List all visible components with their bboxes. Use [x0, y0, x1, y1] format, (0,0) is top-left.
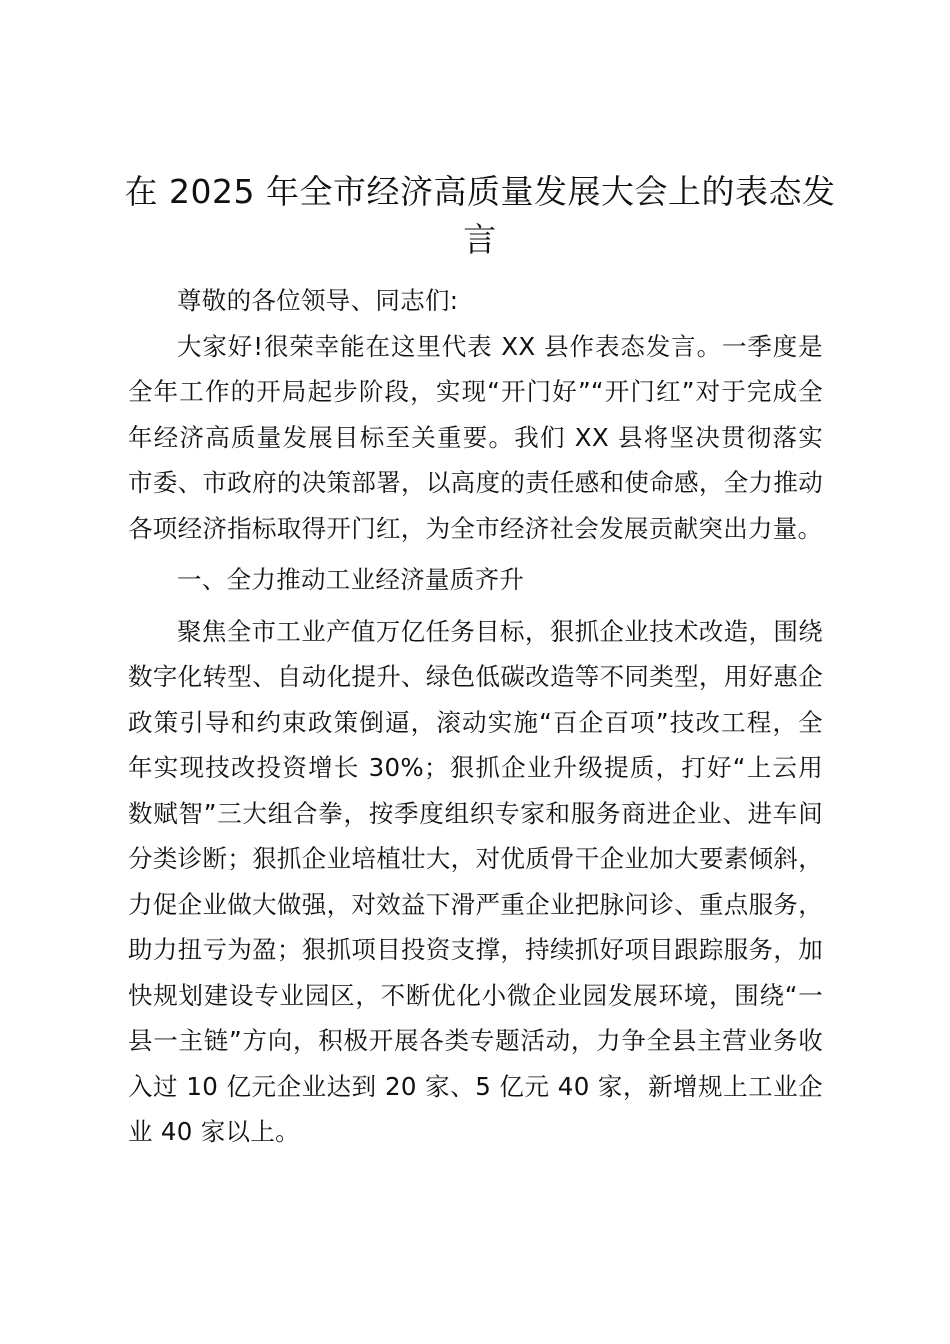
- document-title: 在 2025 年全市经济高质量发展大会上的表态发言: [124, 172, 836, 259]
- section-paragraph: 聚焦全市工业产值万亿任务目标，狠抓企业技术改造，围绕数字化转型、自动化提升、绿色低碳改造等不同类型，用好惠企政策引导和约束政策倒逼，滚动实施“百企百项”技改工程，全年实现技改投资增长 30%；狠抓企业升级提质，打好“上云用数赋智”三大组合拳，按季度组织专家和服务商进企业、进车间分类诊断；狠抓企业培植壮大，对优质骨干企业加大要素倾斜，力促企业做大做强，对效益下滑严重企业把脉问诊、重点服务，助力扭亏为盈；狠抓项目投资支撑，持续抓好项目跟踪服务，加快规划建设专业园区，不断优化小微企业园发展环境，围绕“一县一主链”方向，积极开展各类专题活动，力争全县主营业务收入过 10 亿元企业达到 20 家、5 亿元 40 家，新增规上工业企业 40 家以上。: [128, 616, 823, 1146]
- intro-paragraph: 大家好!很荣幸能在这里代表 XX 县作表态发言。一季度是全年工作的开局起步阶段，实现“开门好”“开门红”对于完成全年经济高质量发展目标至关重要。我们 XX 县将坚决贯彻落实市委、市政府的决策部署，以高度的责任感和使命感，全力推动各项经济指标取得开门红，为全市经济社会发展贡献突出力量。: [128, 331, 823, 543]
- section-heading: 一、全力推动工业经济量质齐升: [177, 565, 525, 594]
- document-body: [128, 278, 823, 1155]
- salutation: 尊敬的各位领导、同志们:: [177, 286, 459, 315]
